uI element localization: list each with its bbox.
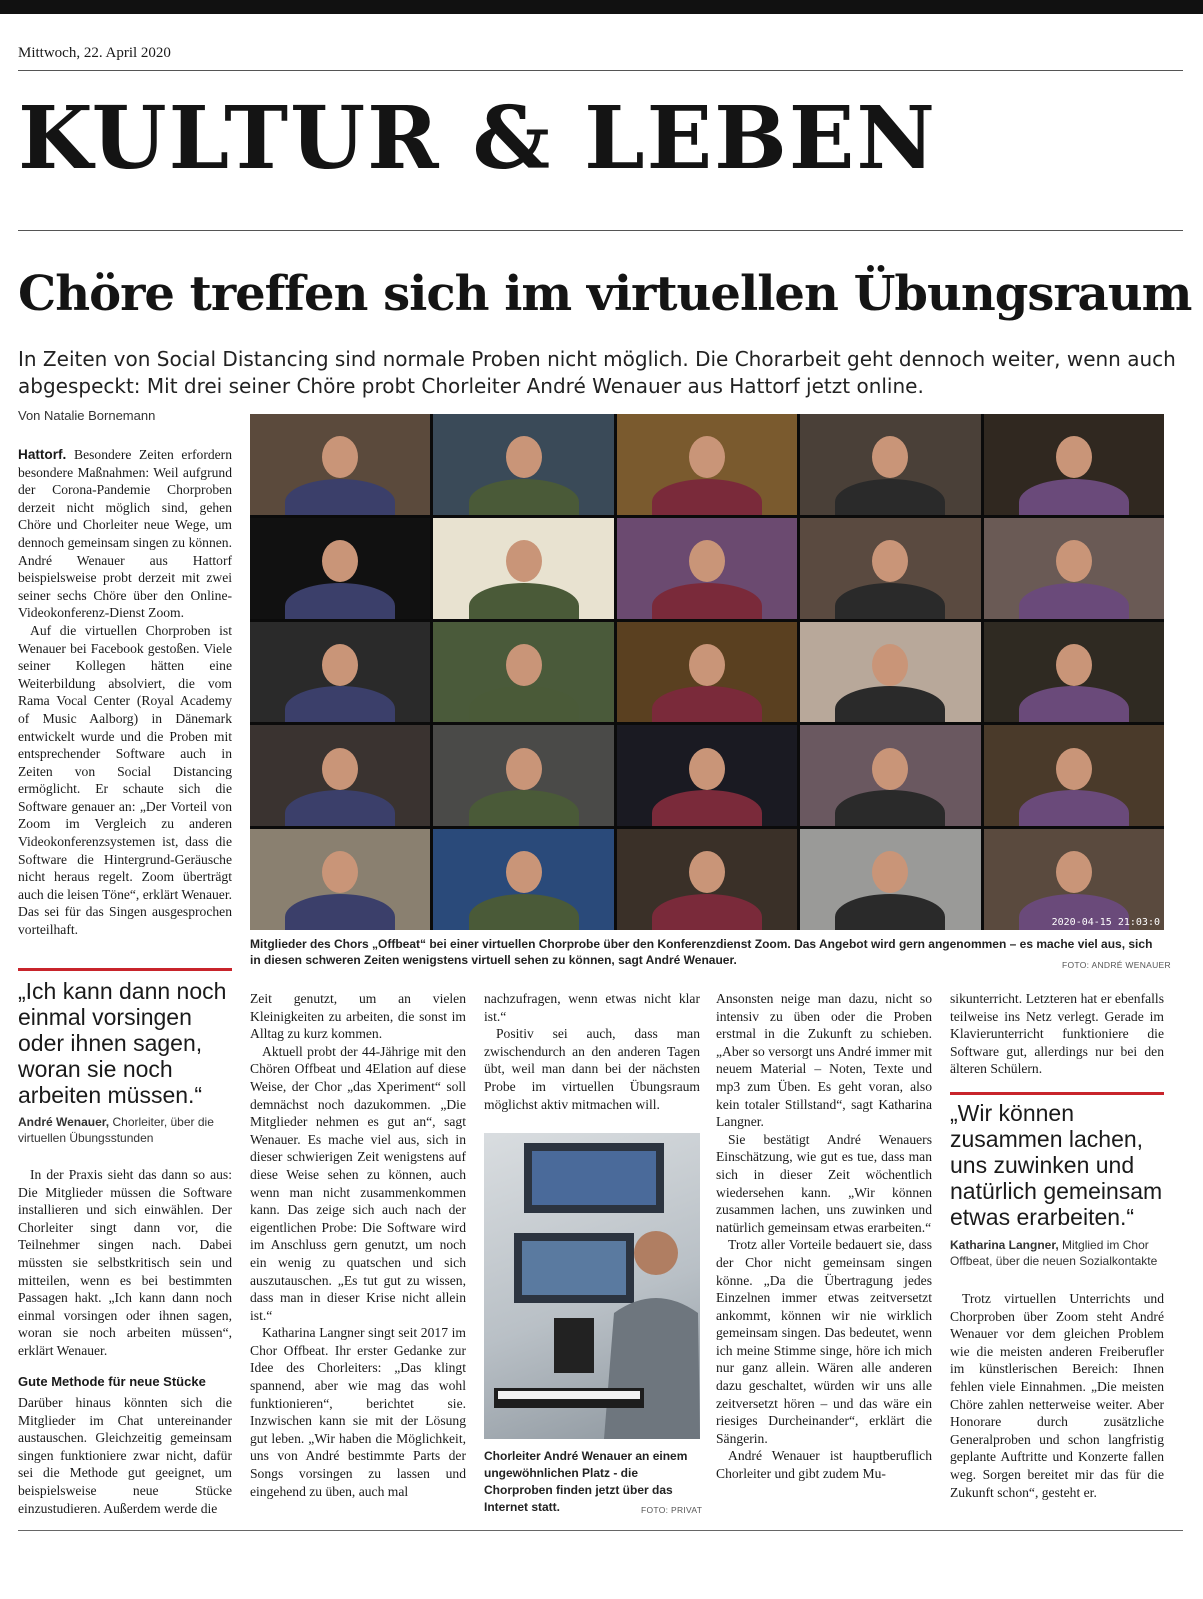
zoom-photo bbox=[250, 414, 1164, 930]
top-black-bar bbox=[0, 0, 1203, 14]
participant-tile bbox=[433, 518, 613, 619]
bottom-rule bbox=[18, 1530, 1183, 1531]
participant-face bbox=[689, 436, 725, 478]
participant-tile bbox=[617, 622, 797, 723]
pull-quote-2: „Wir können zusammen lachen, uns zuwinken und natürlich gemeinsam etwas erarbeiten.“ bbox=[950, 1100, 1163, 1230]
participant-face bbox=[872, 851, 908, 893]
participant-face bbox=[872, 644, 908, 686]
quote-2-source bbox=[950, 1237, 1164, 1269]
article-teaser: In Zeiten von Social Distancing sind normale Proben nicht möglich. Die Chorarbeit geht dennoch weiter, wenn auch abgespeckt: Mit drei seiner Chöre probt Chorleiter André Wenauer aus Hattorf jetzt online. bbox=[18, 347, 1176, 398]
quote-rule bbox=[950, 1092, 1164, 1095]
paragraph: Darüber hinaus könnten sich die Mitglieder im Chat untereinander austauschen. Gleichzeitig gemeinsam singen funktioniere zwar nicht, dafür sei die Methode gut geeignet, um beispielsweise neue Stücke einzustudieren. Außerdem werde die bbox=[18, 1395, 232, 1516]
column-3 bbox=[484, 990, 700, 1113]
participant-tile bbox=[433, 829, 613, 930]
participant-body bbox=[469, 479, 579, 515]
subheading: Gute Methode für neue Stücke bbox=[18, 1374, 206, 1389]
participant-face bbox=[322, 436, 358, 478]
photo-caption: Mitglieder des Chors „Offbeat“ bei einer virtuellen Chorprobe über den Konferenzdienst Zoom. Das Angebot wird gern angenommen – es mache viel aus, sich in diesen schweren Zeiten wenigstens virtuell sehen zu können, sagt André Wenauer. bbox=[250, 937, 1153, 967]
participant-body bbox=[1019, 583, 1129, 619]
header-rule bbox=[18, 70, 1183, 71]
participant-face bbox=[1056, 436, 1092, 478]
photo-2-caption: Chorleiter André Wenauer an einem ungewöhnlichen Platz - die Chorproben finden jetzt über das Internet statt. bbox=[484, 1449, 688, 1514]
participant-body bbox=[1019, 479, 1129, 515]
participant-tile bbox=[800, 518, 980, 619]
participant-tile bbox=[617, 414, 797, 515]
photo-2-credit: FOTO: PRIVAT bbox=[641, 1505, 703, 1515]
paragraph: Ansonsten neige man dazu, nicht so intensiv zu üben oder die Proben erstmal in die Zukunft zu schieben. „Aber so versorgt uns André immer mit neuem Material – Noten, Texte und mp3 zum Üben. Es geht voran, also kein totaler Stillstand“, sagt Katharina Langner. bbox=[716, 991, 932, 1130]
photo-credit: FOTO: ANDRÉ WENAUER bbox=[1062, 960, 1171, 970]
pull-quote-1: „Ich kann dann noch einmal vorsingen oder ihnen sagen, woran sie noch arbeiten müssen.“ bbox=[18, 978, 227, 1108]
choirleader-illustration bbox=[484, 1133, 700, 1439]
participant-body bbox=[652, 583, 762, 619]
paragraph: Zeit genutzt, um an vielen Kleinigkeiten zu arbeiten, die sonst im Alltag zu kurz kommen. bbox=[250, 991, 466, 1042]
quote-1-name: André Wenauer, bbox=[18, 1115, 110, 1129]
participant-body bbox=[469, 583, 579, 619]
column-2 bbox=[250, 990, 466, 1500]
participant-body bbox=[652, 686, 762, 722]
participant-face bbox=[1056, 851, 1092, 893]
column-1-bottom bbox=[18, 1166, 232, 1360]
participant-face bbox=[506, 436, 542, 478]
byline: Von Natalie Bornemann bbox=[18, 408, 156, 423]
participant-tile bbox=[984, 518, 1164, 619]
participant-face bbox=[322, 851, 358, 893]
participant-tile bbox=[250, 829, 430, 930]
participant-face bbox=[1056, 644, 1092, 686]
photo-timestamp: 2020-04-15 21:03:0 bbox=[1051, 917, 1160, 928]
participant-tile bbox=[800, 725, 980, 826]
quote-1-source bbox=[18, 1114, 232, 1146]
paragraph-text: Besondere Zeiten erfordern besondere Maßnahmen: Weil aufgrund der Corona-Pandemie Chorproben derzeit nicht möglich sind, gehen Chöre und Chorleiter neue Wege, um dennoch gemeinsam singen zu können. André Wenauer aus Hattorf beispielsweise probt derzeit mit zwei seiner sechs Chöre über den Online-Videokonferenz-Dienst Zoom. bbox=[18, 447, 232, 621]
column-4 bbox=[716, 990, 932, 1483]
issue-date: Mittwoch, 22. April 2020 bbox=[18, 45, 171, 61]
quote-rule bbox=[18, 968, 232, 971]
participant-tile bbox=[433, 414, 613, 515]
paragraph: Positiv sei auch, dass man zwischendurch an den anderen Tagen übt, weil man dann bei der nächsten Probe im virtuellen Übungsraum möglichst aktiv mitmachen will. bbox=[484, 1026, 700, 1112]
paragraph: Aktuell probt der 44-Jährige mit den Chören Offbeat und 4Elation auf diese Weise, der Chor „das Xperiment“ soll demnächst noch dazukommen. „Die Mitglieder nehmen es gut an“, sagt Wenauer. Es mache viel aus, sich in dieser schwierigen Zeit wenigstens auf diese Weise sehen zu können, auch wenn man nicht zusammenkommen kann. Das zeige sich auch nach der eigentlichen Probe: Die Software wird im Anschluss gern genutzt, um noch ein wenig zu quatschen und sich auszutauschen. „Es tut gut zu wissen, dass man in dieser Krise nicht allein ist.“ bbox=[250, 1043, 466, 1323]
dateline-city: Hattorf. bbox=[18, 447, 67, 462]
participant-tile bbox=[250, 414, 430, 515]
participant-tile bbox=[800, 829, 980, 930]
participant-tile bbox=[800, 622, 980, 723]
paragraph: Trotz virtuellen Unterrichts und Chorproben über Zoom steht André Wenauer vor dem gleichen Problem wie die meisten anderen Freiberufler im künstlerischen Bereich: Ihnen fehlen viele Einnahmen. „Die meisten Chöre zahlen netterweise weiter. Aber Honorare durch zusätzliche Generalproben und schon langfristig geplante Auftritte und Konzerte fallen weg. Sorgen bereitet mir das für die Zukunft schon“, gesteht er. bbox=[950, 1291, 1164, 1500]
participant-tile bbox=[250, 725, 430, 826]
participant-body bbox=[835, 686, 945, 722]
participant-tile bbox=[250, 622, 430, 723]
participant-face bbox=[689, 540, 725, 582]
participant-face bbox=[322, 540, 358, 582]
paragraph: Auf die virtuellen Chorproben ist Wenauer bei Facebook gestoßen. Viele seiner Kollegen hätten eine Weiterbildung absolviert, die vom Rama Vocal Center (Royal Academy of Music Aalborg) in Dänemark entwickelt wurde und die Proben mit entsprechender Software auch in Zeiten von Social Distancing ermöglicht. Er schaute sich die Software genauer an: „Der Vorteil von Zoom im Vergleich zu anderen Videokonferenzsystemen ist, dass die Software die Hintergrund-Geräusche nicht heraus regelt. Zoom überträgt auch die leisen Töne“, erklärt Wenauer. Das sei für das Singen ausgesprochen vorteilhaft. bbox=[18, 622, 232, 938]
participant-face bbox=[506, 748, 542, 790]
participant-face bbox=[322, 644, 358, 686]
participant-face bbox=[322, 748, 358, 790]
choirleader-photo bbox=[484, 1133, 700, 1439]
section-title: KULTUR & LEBEN bbox=[18, 88, 937, 189]
participant-face bbox=[872, 540, 908, 582]
participant-body bbox=[285, 479, 395, 515]
participant-body bbox=[835, 479, 945, 515]
quote-2-role: Mitglied im Chor Offbeat, über die neuen Sozialkontakte bbox=[950, 1238, 1158, 1268]
participant-body bbox=[469, 894, 579, 930]
column-1-top bbox=[18, 446, 232, 939]
paragraph: Trotz aller Vorteile bedauert sie, dass der Chor nicht gemeinsam singen könne. „Da die Übertragung jedes Einzelnen immer etwas zeitversetzt ankommt, können wir nie wirklich gemeinsam singen. Das bedeutet, wenn ich meine Stimme singe, höre ich mich nur ganz allein. Wären alle anderen dazu geschaltet, würden wir uns alle zeitversetzt hören – und das wäre ein riesiges Durcheinander“, erklärt die Sängerin. bbox=[716, 1237, 932, 1446]
participant-body bbox=[835, 894, 945, 930]
participant-tile bbox=[984, 829, 1164, 930]
participant-body bbox=[1019, 790, 1129, 826]
article-headline: Chöre treffen sich im virtuellen Übungsraum bbox=[18, 266, 1192, 322]
paragraph: André Wenauer ist hauptberuflich Chorleiter und gibt zudem Mu- bbox=[716, 1448, 932, 1482]
participant-body bbox=[652, 479, 762, 515]
paragraph: In der Praxis sieht das dann so aus: Die Mitglieder müssen die Software installieren und sich einwählen. Der Chorleiter singt dann vor, die Teilnehmer singen nach. Dabei müssten sie selbstkritisch sein und mitteilen, wenn es bei bestimmten Passagen hakt. „Ich kann dann noch einmal vorsingen oder ihnen sagen, woran sie noch arbeiten müssen“, erklärt Wenauer. bbox=[18, 1167, 232, 1358]
participant-body bbox=[469, 790, 579, 826]
paragraph: Sie bestätigt André Wenauers Einschätzung, wie gut es tue, dass man sich in dieser Zeit wöchentlich wiedersehen kann. „Wir können zusammen lachen, uns zuwinken und natürlich gemeinsam etwas erarbeiten.“ bbox=[716, 1131, 932, 1235]
participant-face bbox=[872, 436, 908, 478]
quote-2-name: Katharina Langner, bbox=[950, 1238, 1059, 1252]
column-5-top bbox=[950, 990, 1164, 1078]
participant-body bbox=[835, 790, 945, 826]
participant-face bbox=[506, 644, 542, 686]
section-rule bbox=[18, 230, 1183, 231]
participant-face bbox=[689, 644, 725, 686]
participant-tile bbox=[984, 725, 1164, 826]
participant-face bbox=[1056, 540, 1092, 582]
participant-tile bbox=[617, 518, 797, 619]
participant-face bbox=[1056, 748, 1092, 790]
participant-tile bbox=[250, 518, 430, 619]
paragraph: Katharina Langner singt seit 2017 im Chor Offbeat. Ihr erster Gedanke zur Idee des Chorleiters: „Das klingt spannend, aber wie mag das wohl funktionieren“, berichtet sie. Inzwischen kann sie mit der Lösung gut leben. „Wir haben die Möglichkeit, uns von André bestimmte Parts der Songs vorsingen zu lassen und eingehend zu üben, auch mal bbox=[250, 1325, 466, 1499]
paragraph bbox=[18, 446, 232, 622]
paragraph: nachzufragen, wenn etwas nicht klar ist.“ bbox=[484, 991, 700, 1024]
participant-body bbox=[285, 894, 395, 930]
participant-tile bbox=[984, 414, 1164, 515]
participant-tile bbox=[617, 829, 797, 930]
paragraph: sikunterricht. Letzteren hat er ebenfalls teilweise ins Netz verlegt. Gerade im Klavierunterricht funktioniere die Software gut, allerdings nur bei den älteren Schülern. bbox=[950, 991, 1164, 1077]
participant-body bbox=[1019, 686, 1129, 722]
participant-face bbox=[872, 748, 908, 790]
participant-face bbox=[506, 540, 542, 582]
participant-tile bbox=[984, 622, 1164, 723]
participant-tile bbox=[617, 725, 797, 826]
participant-body bbox=[835, 583, 945, 619]
participant-body bbox=[469, 686, 579, 722]
quote-1-role: Chorleiter, über die virtuellen Übungsstunden bbox=[18, 1115, 214, 1145]
participant-body bbox=[285, 790, 395, 826]
participant-face bbox=[689, 851, 725, 893]
participant-body bbox=[285, 583, 395, 619]
participant-body bbox=[652, 894, 762, 930]
participant-tile bbox=[800, 414, 980, 515]
participant-tile bbox=[433, 725, 613, 826]
participant-body bbox=[285, 686, 395, 722]
participant-face bbox=[689, 748, 725, 790]
column-5-bottom bbox=[950, 1290, 1164, 1501]
column-1-end bbox=[18, 1394, 232, 1517]
participant-tile bbox=[433, 622, 613, 723]
participant-body bbox=[652, 790, 762, 826]
participant-face bbox=[506, 851, 542, 893]
